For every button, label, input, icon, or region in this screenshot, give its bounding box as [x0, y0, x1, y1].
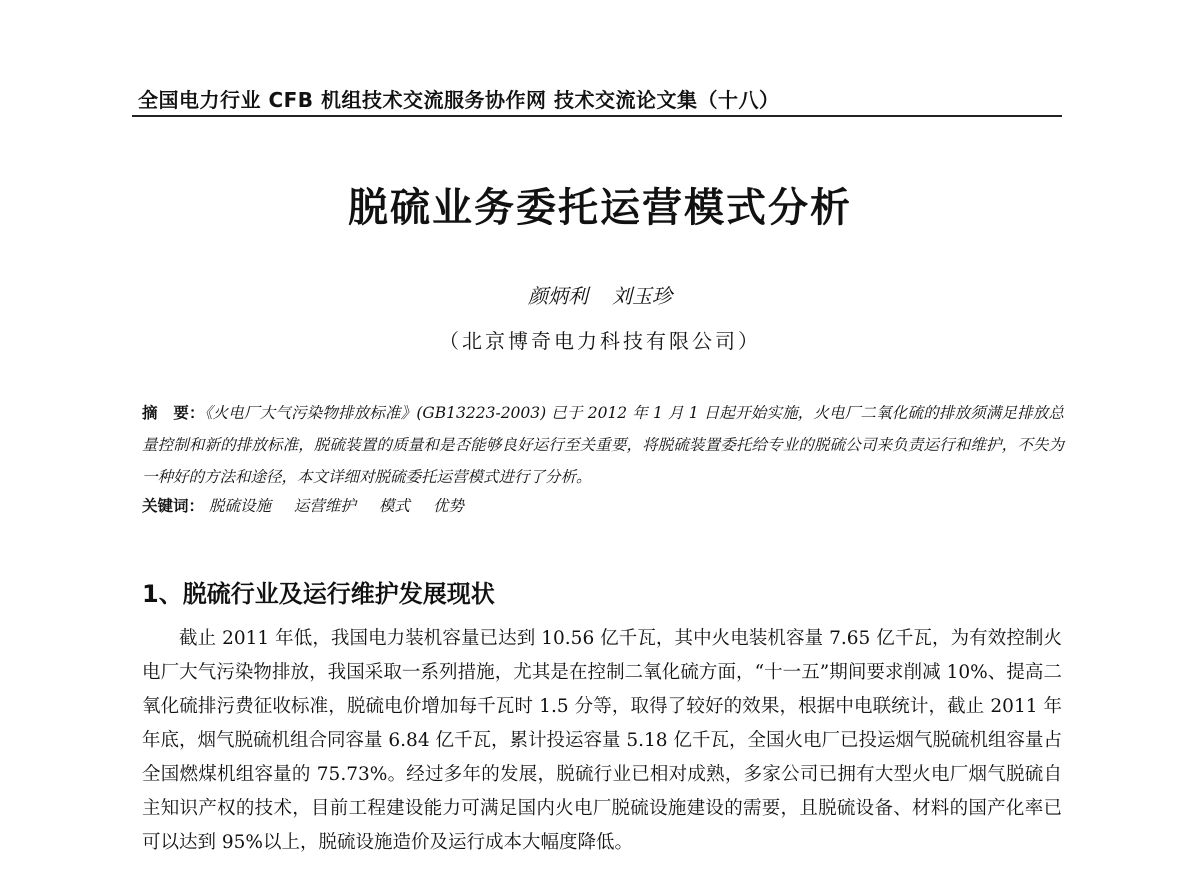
author-affiliation: （北京博奇电力科技有限公司） — [439, 329, 761, 353]
keyword-item: 优势 — [432, 497, 464, 515]
abstract-text: 《火电厂大气污染物排放标准》(GB13223-2003) 已于 2012 年 1 月 1 日起开始实施，火电厂二氧化硫的排放须满足排放总量控制和新的排放标准，脱硫装置的质量和是否能够良好运行至关重要，将脱硫装置委托给专业的脱硫公司来负责运行和维护，不失为一种好的方法和途径，本文详细对脱硫委托运营模式进行了分析。 — [142, 404, 1064, 486]
keywords-label: 关键词： — [142, 497, 205, 515]
author-name: 刘玉珍 — [612, 284, 672, 308]
keyword-item: 运营维护 — [293, 497, 356, 515]
abstract — [142, 397, 1064, 493]
running-header: 全国电力行业 CFB 机组技术交流服务协作网 技术交流论文集（十八） — [138, 88, 780, 112]
keyword-item: 模式 — [378, 497, 410, 515]
header-rule — [132, 115, 1062, 117]
keywords — [142, 494, 482, 516]
paper-title: 脱硫业务委托运营模式分析 — [348, 185, 852, 231]
author-name: 颜炳利 — [528, 284, 588, 308]
abstract-label: 摘 要： — [142, 404, 205, 422]
author-line — [0, 280, 1200, 309]
body-paragraph: 截止 2011 年低，我国电力装机容量已达到 10.56 亿千瓦，其中火电装机容量 7.65 亿千瓦，为有效控制火电厂大气污染物排放，我国采取一系列措施，尤其是在控制二氧化硫方面，“十一五”期间要求削减 10%、提高二氧化硫排污费征收标准，脱硫电价增加每千瓦时 1.5 分等，取得了较好的效果，根据中电联统计，截止 2011 年年底，烟气脱硫机组合同容量 6.84 亿千瓦，累计投运容量 5.18 亿千瓦，全国火电厂已投运烟气脱硫机组容量占全国燃煤机组容量的 75.73%。经过多年的发展，脱硫行业已相对成熟，多家公司已拥有大型火电厂烟气脱硫自主知识产权的技术，目前工程建设能力可满足国内火电厂脱硫设施建设的需要，且脱硫设备、材料的国产化率已可以达到 95%以上，脱硫设施造价及运行成本大幅度降低。 — [142, 628, 1062, 853]
section-heading: 1、脱硫行业及运行维护发展现状 — [142, 580, 495, 608]
keyword-item: 脱硫设施 — [208, 497, 271, 515]
